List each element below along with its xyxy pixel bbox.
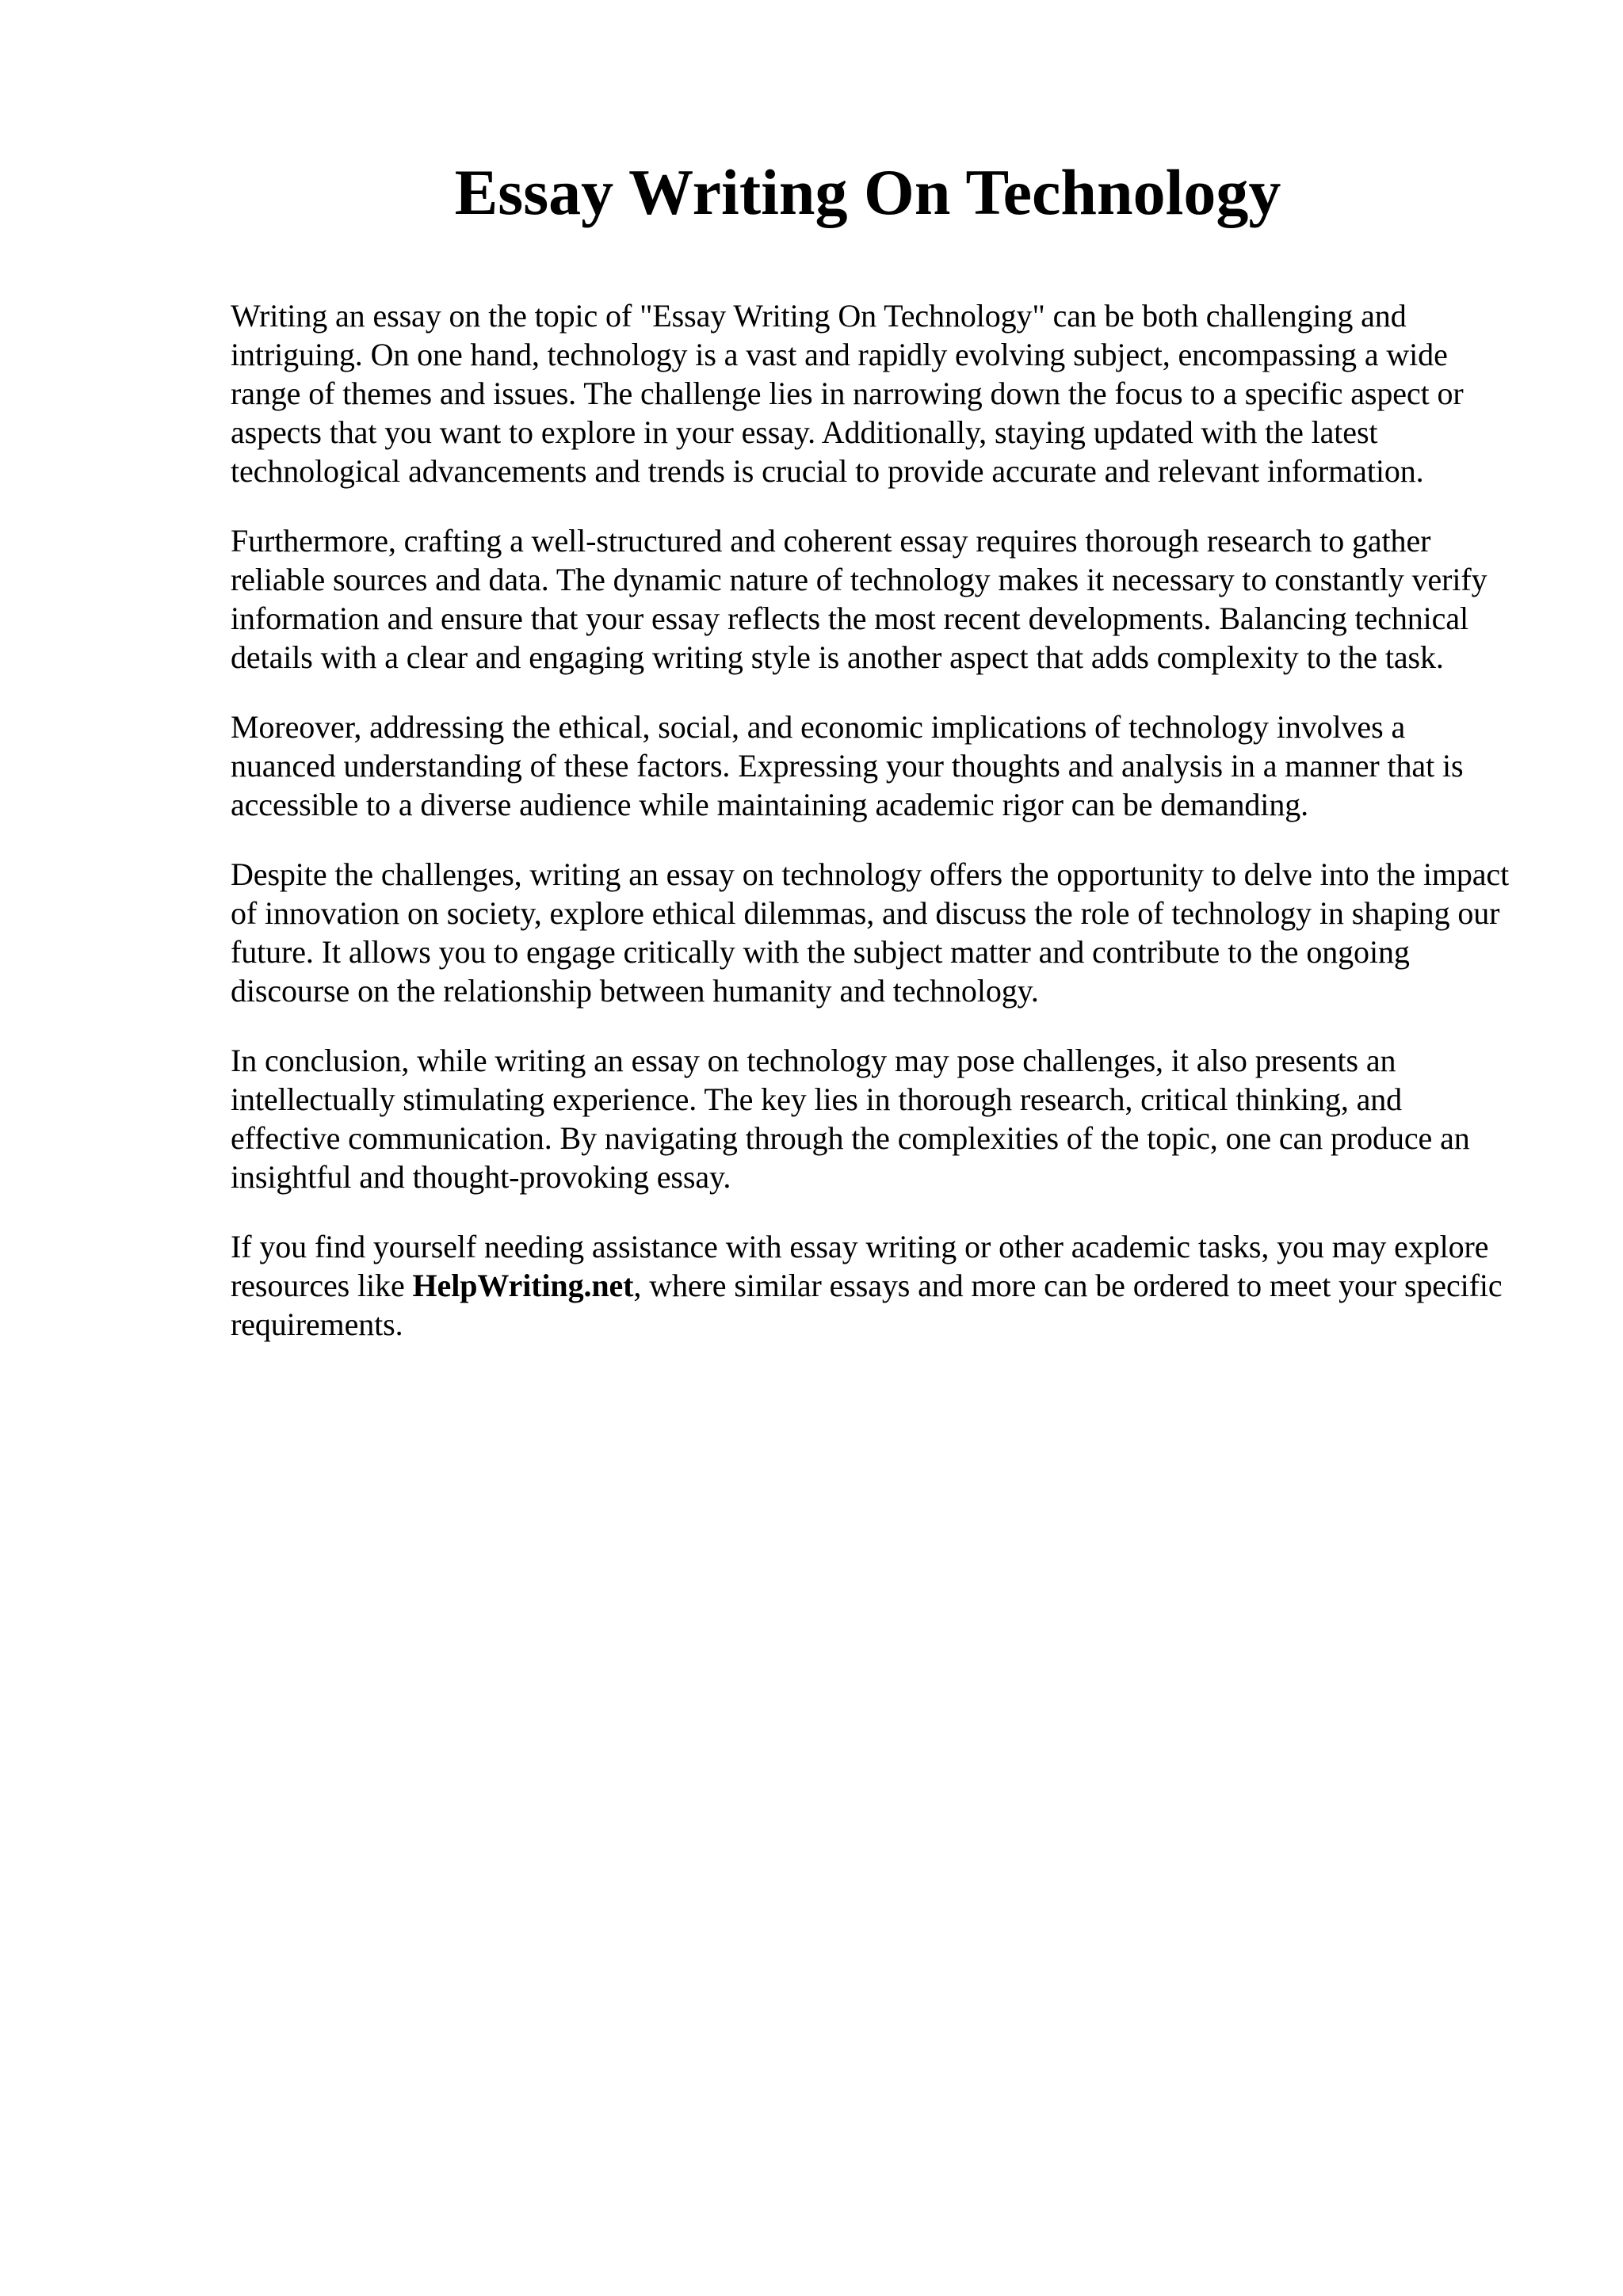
closing-text-before-link: If you find yourself needing assistance with essay writing or other academic tasks, you may explore resources like xyxy=(231,1229,1489,1303)
paragraph-opportunity: Despite the challenges, writing an essay on technology offers the opportunity to delve into the impact of innovation on society, explore ethical dilemmas, and discuss the role of technology in shaping our future. It allows you to engage critically with the subject matter and contribute to the ongoing discourse on the relationship between humanity and technology. xyxy=(231,856,1510,1009)
paragraph-research: Furthermore, crafting a well-structured and coherent essay requires thorough research to gather reliable sources and data. The dynamic nature of technology makes it necessary to constantly verify information and ensure that your essay reflects the most recent developments. Balancing technical details with a clear and engaging writing style is another aspect that adds complexity to the task. xyxy=(231,523,1487,675)
paragraph-implications: Moreover, addressing the ethical, social, and economic implications of technology involves a nuanced understanding of these factors. Expressing your thoughts and analysis in a manner that is accessible to a diverse audience while maintaining academic rigor can be demanding. xyxy=(231,709,1464,822)
closing-text-after-link: , where similar essays and more can be ordered to meet your specific requirements. xyxy=(231,1268,1503,1342)
paragraph-conclusion: In conclusion, while writing an essay on technology may pose challenges, it also presents an intellectually stimulating experience. The key lies in thorough research, critical thinking, and effective communication. By navigating through the complexities of the topic, one can produce an insightful and thought-provoking essay. xyxy=(231,1043,1470,1195)
page-title: Essay Writing On Technology xyxy=(454,156,1281,228)
paragraph-intro: Writing an essay on the topic of "Essay Writing On Technology" can be both challenging and intriguing. On one hand, technology is a vast and rapidly evolving subject, encompassing a wide range of themes and issues. The challenge lies in narrowing down the focus to a specific aspect or aspects that you want to explore in your essay. Additionally, staying updated with the latest technological advancements and trends is crucial to provide accurate and relevant information. xyxy=(231,298,1464,489)
document-body xyxy=(231,296,1514,1375)
paragraph-closing xyxy=(231,1227,1514,1344)
helpwriting-link[interactable]: HelpWriting.net xyxy=(412,1268,634,1303)
